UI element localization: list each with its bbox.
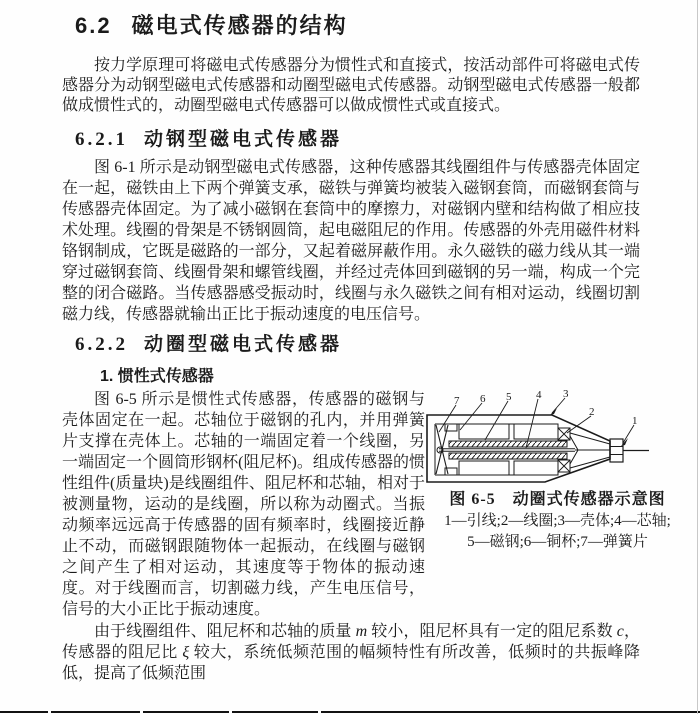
intro-paragraph: 按力学原理可将磁电式传感器分为惯性式和直接式，按活动部件可将磁电式传感器分为动钢型磁电式传感器和动圈型磁电式传感器。动钢型磁电式传感器一般都做成惯性式的，动圈型磁电式传感器可以做成惯性式或直接式。 (62, 57, 640, 114)
coil-hatch-bottom (449, 453, 567, 459)
figure-caption (425, 490, 690, 510)
section-heading-621 (75, 128, 690, 152)
leader-line-3 (552, 398, 565, 413)
magnet-block (459, 424, 509, 439)
figure-legend-line-1: 1—引线;2—线圈;3—壳体;4—芯轴; (444, 513, 671, 529)
magnet-block (514, 424, 558, 439)
figure-6-5 (425, 389, 690, 552)
page-right-scan-edge (697, 0, 698, 714)
coil-hatch-top (449, 441, 567, 447)
core-shaft (439, 449, 610, 451)
section-number-621: 6.2.1 (75, 129, 128, 150)
section-621-paragraph: 图 6-1 所示是动钢型磁电式传感器，这种传感器其线圈组件与传感器壳体固定在一起，磁铁由上下两个弹簧支承，磁铁与弹簧均被装入磁钢套筒，而磁钢套筒与传感器壳体固定。为了减小磁钢在套筒中的摩擦力，对磁钢内壁和结构做了相应技术处理。线圈的骨架是不锈钢圆筒，起电磁阻尼的作用。传感器的外壳用磁件材料铬钢制成，它既是磁路的一部分，又起着磁屏蔽作用。永久磁铁的磁力线从其一端穿过磁钢套筒、线圈骨架和螺管线圈，并经过壳体回到磁钢的另一端，构成一个完整的闭合磁路。当传感器感受振动时，线圈与永久磁铁之间有相对运动，线圈切割磁力线，传感器就输出正比于振动速度的电压信号。 (62, 159, 640, 323)
closing-text-segment: 由于线圈组件、阻尼杯和芯轴的质量 (94, 623, 356, 640)
variable-m: m (355, 623, 368, 640)
part-number-label: 3 (563, 389, 569, 400)
closing-text-segment: 较小，阻尼杯具有一定的阻尼系数 (367, 623, 617, 640)
inner-chamber-wall (435, 424, 555, 475)
part-number-label: 4 (536, 389, 542, 401)
figure-caption-title: 动圈式传感器示意图 (512, 491, 666, 508)
magnet-block (459, 461, 509, 475)
figure-column (425, 389, 690, 620)
leader-line-1 (623, 425, 634, 443)
chapter-heading (75, 12, 690, 40)
chapter-title: 磁电式传感器的结构 (131, 13, 348, 38)
bearing-cross (558, 460, 570, 472)
page-content (62, 0, 690, 684)
figure-caption-label: 图 6-5 (449, 491, 496, 508)
part-number-label: 6 (480, 393, 486, 405)
section-622-paragraph: 图 6-5 所示是惯性式传感器，传感器的磁钢与壳体固定在一起。芯轴位于磁钢的孔内，并用弹簧片支撑在壳体上。芯轴的一端固定着一个线圈，另一端固定一个圆筒形钢杯(阻尼杯)。组成传感器的惯性组件(质量块)是线圈组件、阻尼杯和芯轴，相对于被测量物，运动的是线圈，所以称为动圈式。当振动频率远远高于传感器的固有频率时，线圈接近静止不动，而磁钢跟随物体一起振动，在线圈与磁钢之间产生了相对运动，其速度等于物体的振动速度。对于线圈而言，切割磁力线，产生电压信号，信号的大小正比于振动速度。 (62, 391, 425, 618)
part-number-label: 7 (454, 395, 460, 407)
connector-bands (610, 447, 623, 455)
part-number-label: 5 (506, 391, 512, 403)
subsection-heading-inertial: 1. 惯性式传感器 (100, 368, 214, 385)
leader-line-6 (460, 403, 482, 430)
part-number-label: 1 (632, 415, 638, 427)
leader-line-5 (485, 401, 508, 440)
closing-text-segment: ，传感器的阻尼比 (62, 623, 640, 661)
wrapped-text-column (62, 389, 425, 620)
connector-block (610, 439, 623, 462)
chapter-number: 6.2 (75, 13, 112, 38)
figure-caption-block (425, 490, 690, 552)
variable-xi: ξ (182, 644, 190, 661)
closing-text-segment: 较大，系统低频范围的幅频特性有所改善，低频时的共振峰降低，提高了低频范围 (62, 644, 640, 682)
page-bottom-scan-rule (0, 711, 700, 713)
text-and-figure-row (62, 389, 690, 620)
figure-legend-line-2: 5—磁钢;6—铜杯;7—弹簧片 (467, 534, 648, 550)
section-number-622: 6.2.2 (75, 334, 128, 355)
part-number-label: 2 (589, 406, 595, 418)
bearing-cross (558, 428, 570, 440)
magnet-block (514, 461, 558, 475)
leader-arrow-3 (550, 408, 557, 415)
section-title-621: 动钢型磁电式传感器 (144, 129, 343, 150)
spring-plate (436, 425, 448, 474)
variable-c: c (616, 623, 624, 640)
section-heading-622 (75, 333, 690, 357)
closing-paragraph (62, 621, 640, 684)
section-title-622: 动圈型磁电式传感器 (144, 334, 343, 355)
sensor-cross-section-diagram (425, 389, 690, 486)
